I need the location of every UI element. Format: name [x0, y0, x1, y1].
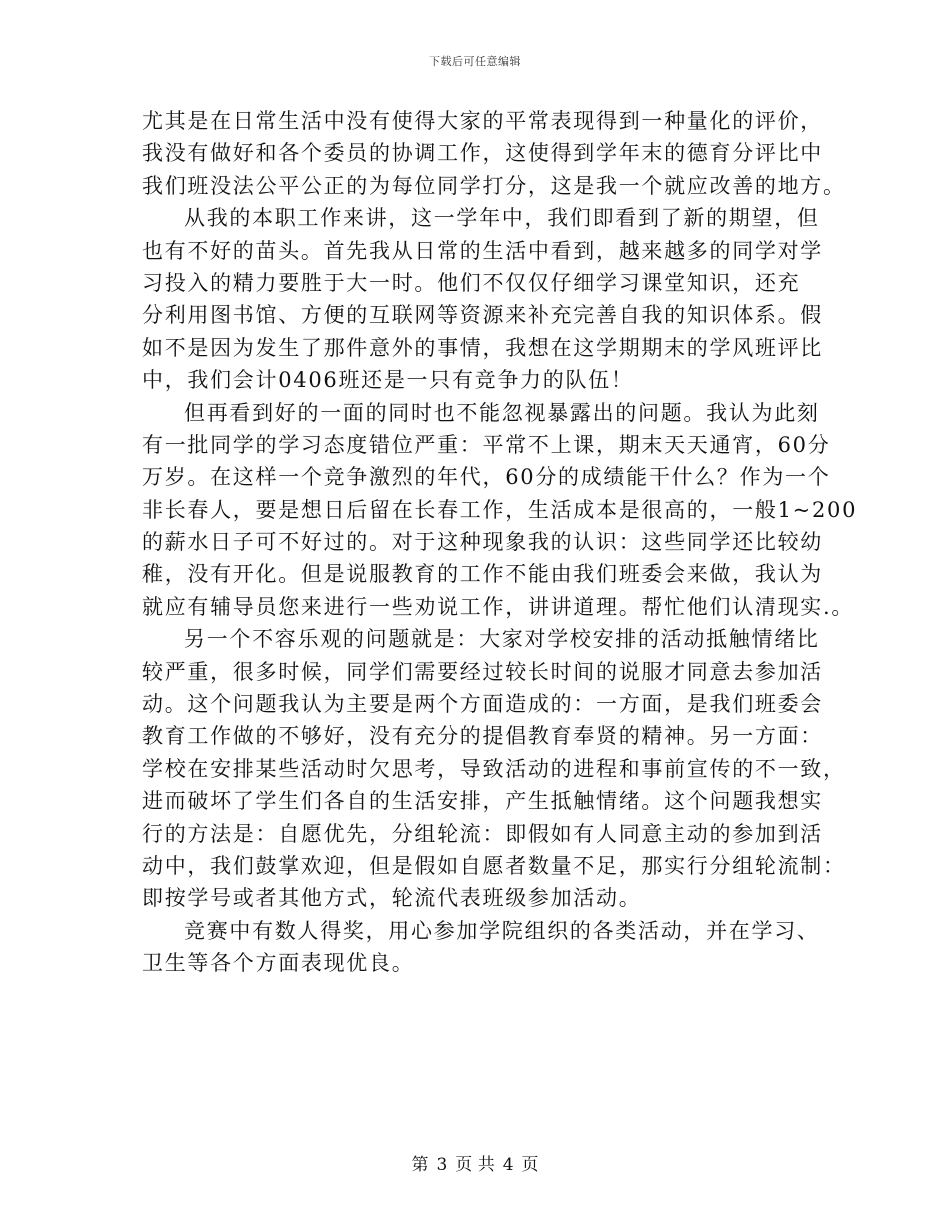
body-line: 有一批同学的学习态度错位严重：平常不上课，期末天天通宵，60分 — [142, 432, 831, 457]
body-line: 中，我们会计0406班还是一只有竞争力的队伍！ — [142, 368, 634, 393]
body-line: 卫生等各个方面表现优良。 — [142, 951, 415, 976]
paragraph-start-line: 但再看到好的一面的同时也不能忽视暴露出的问题。我认为此刻 — [184, 400, 820, 425]
body-line: 即按学号或者其他方式，轮流代表班级参加活动。 — [142, 886, 642, 911]
paragraph-start-line: 另一个不容乐观的问题就是：大家对学校安排的活动抵触情绪比 — [184, 627, 820, 652]
body-line: 稚，没有开化。但是说服教育的工作不能由我们班委会来做，我认为 — [142, 562, 823, 587]
body-line: 动中，我们鼓掌欢迎，但是假如自愿者数量不足，那实行分组轮流制： — [142, 853, 846, 878]
body-line: 也有不好的苗头。首先我从日常的生活中看到，越来越多的同学对学 — [142, 238, 823, 263]
footer-label-before: 第 — [411, 1155, 429, 1175]
body-line: 的薪水日子可不好过的。对于这种现象我的认识：这些同学还比较幼 — [142, 530, 823, 555]
total-page-number: 4 — [502, 1155, 514, 1175]
paragraph-start-line: 从我的本职工作来讲，这一学年中，我们即看到了新的期望，但 — [184, 206, 820, 231]
body-line: 万岁。在这样一个竞争激烈的年代，60分的成绩能干什么？作为一个 — [142, 465, 831, 490]
paragraph-start-line: 竞赛中有数人得奖，用心参加学院组织的各类活动，并在学习、 — [184, 918, 820, 943]
body-line: 我没有做好和各个委员的协调工作，这使得到学年末的德育分评比中 — [142, 141, 823, 166]
footer-label-mid: 页 共 — [455, 1155, 495, 1175]
body-line: 非长春人，要是想日后留在长春工作，生活成本是很高的，一般1~200 — [142, 497, 858, 522]
body-line: 行的方法是：自愿优先，分组轮流：即假如有人同意主动的参加到活 — [142, 821, 823, 846]
page-header-note: 下载后可任意编辑 — [429, 55, 521, 68]
body-line: 进而破坏了学生们各自的生活安排，产生抵触情绪。这个问题我想实 — [142, 789, 823, 814]
body-line: 学校在安排某些活动时欠思考，导致活动的进程和事前宣传的不一致， — [142, 756, 846, 781]
current-page-number: 3 — [436, 1155, 448, 1175]
body-line: 我们班没法公平公正的为每位同学打分，这是我一个就应改善的地方。 — [142, 173, 846, 198]
body-line: 较严重，很多时候，同学们需要经过较长时间的说服才同意去参加活 — [142, 659, 823, 684]
body-line: 习投入的精力要胜于大一时。他们不仅仅仔细学习课堂知识，还充 — [142, 270, 801, 295]
document-body — [142, 105, 858, 980]
page-footer — [0, 1150, 950, 1175]
body-line: 就应有辅导员您来进行一些劝说工作，讲讲道理。帮忙他们认清现实.。 — [142, 594, 855, 619]
body-line: 尤其是在日常生活中没有使得大家的平常表现得到一种量化的评价， — [142, 109, 823, 133]
footer-label-after: 页 — [521, 1155, 539, 1175]
body-line: 如不是因为发生了那件意外的事情，我想在这学期期末的学风班评比 — [142, 335, 823, 360]
body-line: 分利用图书馆、方便的互联网等资源来补充完善自我的知识体系。假 — [142, 303, 823, 328]
body-line: 动。这个问题我认为主要是两个方面造成的：一方面，是我们班委会 — [142, 692, 823, 717]
body-line: 教育工作做的不够好，没有充分的提倡教育奉贤的精神。另一方面： — [142, 724, 823, 749]
